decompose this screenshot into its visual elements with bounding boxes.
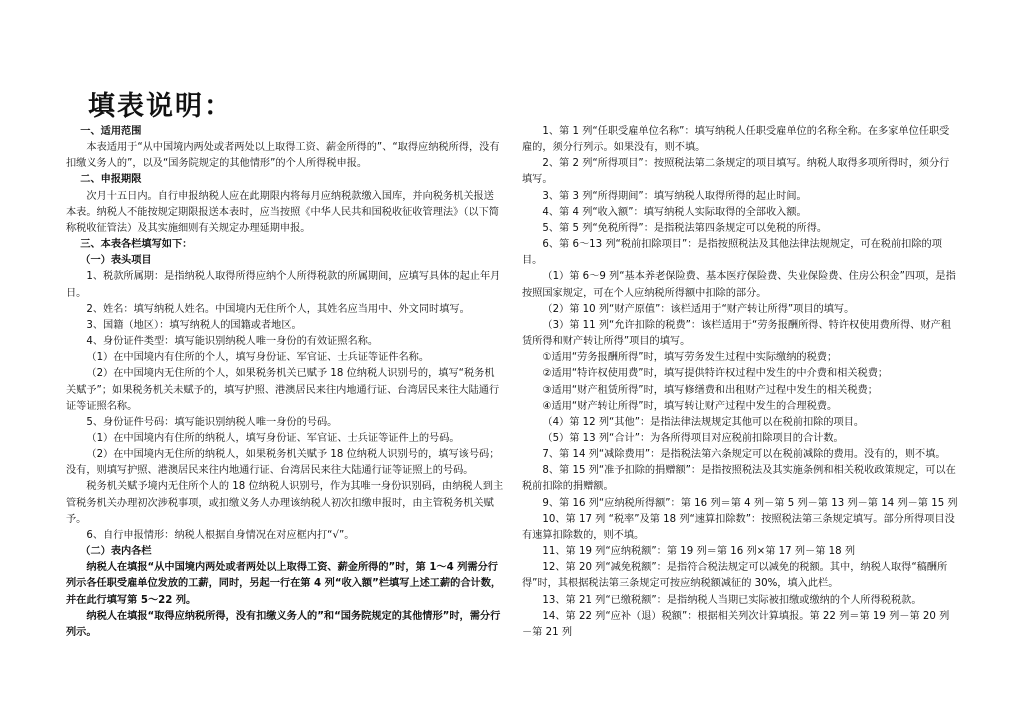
right-paragraph: 4、第 4 列“收入额”：填写纳税人实际取得的全部收入额。 bbox=[542, 206, 807, 218]
right-paragraph: 8、第 15 列“准予扣除的捐赠额”：是指按照税法及其实施条例和相关税收政策规定，可以在税前扣除的捐赠额。 bbox=[522, 465, 956, 493]
left-column bbox=[66, 124, 504, 641]
right-paragraph: （2）第 10 列“财产原值”：该栏适用于“财产转让所得”项目的填写。 bbox=[542, 303, 855, 315]
right-paragraph: （4）第 12 列“其他”：是指法律法规规定其他可以在税前扣除的项目。 bbox=[542, 416, 865, 428]
left-paragraph: （二）表内各栏 bbox=[80, 546, 152, 558]
right-paragraph: （3）第 11 列“允许扣除的税费”：该栏适用于“劳务报酬所得、特许权使用费所得、财产租赁所得和财产转让所得”项目的填写。 bbox=[522, 319, 951, 348]
right-paragraph: 11、第 19 列“应纳税额”：第 19 列＝第 16 列×第 17 列－第 18 列 bbox=[542, 546, 856, 558]
left-paragraph: （2）在中国境内无住所的个人，如果税务机关已赋予 18 位纳税人识别号的，填写“税务机关赋予”；如果税务机关未赋予的，填写护照、港澳居民来往内地通行证、台湾居民来往大陆通行证等证照名称。 bbox=[66, 368, 500, 412]
right-paragraph: 7、第 14 列“减除费用”：是指税法第六条规定可以在税前减除的费用。没有的，则不填。 bbox=[542, 449, 946, 461]
left-paragraph: 4、身份证件类型：填写能识别纳税人唯一身份的有效证照名称。 bbox=[86, 336, 379, 348]
right-paragraph: 10、第 17 列 “税率”及第 18 列“速算扣除数”：按照税法第三条规定填写。部分所得项目没有速算扣除数的，则不填。 bbox=[522, 513, 955, 541]
right-paragraph: 6、第 6～13 列“税前扣除项目”：是指按照税法及其他法律法规规定，可在税前扣除的项目。 bbox=[522, 239, 942, 267]
left-paragraph: 6、自行申报情形：纳税人根据自身情况在对应框内打“√”。 bbox=[86, 529, 355, 541]
left-paragraph: 三、本表各栏填写如下： bbox=[80, 239, 193, 251]
left-paragraph: 次月十五日内。自行申报纳税人应在此期限内将每月应纳税款缴入国库，并向税务机关报送本表。纳税人不能按规定期限报送本表时，应当按照《中华人民共和国税收征收管理法》（以下简称税收征管法）及其实施细则有关规定办理延期申报。 bbox=[66, 190, 499, 234]
right-column bbox=[522, 124, 958, 641]
left-paragraph: 纳税人在填报“从中国境内两处或者两处以上取得工资、薪金所得的”时，第 1～4 列需分行列示各任职受雇单位发放的工薪，同时，另起一行在第 4 列“收入额”栏填写上述工薪的合计数，并在此行填写第 5～22 列。 bbox=[66, 562, 502, 606]
left-paragraph: （2）在中国境内无住所的纳税人，如果税务机关赋予 18 位纳税人识别号的，填写该号码；没有，则填写护照、港澳居民来往内地通行证、台湾居民来往大陆通行证等证照上的号码。 bbox=[66, 449, 500, 477]
left-paragraph: 税务机关赋予境内无住所个人的 18 位纳税人识别号，作为其唯一身份识别码，由纳税人到主管税务机关办理初次涉税事项，或扣缴义务人办理该纳税人初次扣缴申报时，由主管税务机关赋予。 bbox=[66, 481, 504, 525]
left-paragraph: （1）在中国境内有住所的个人，填写身份证、军官证、士兵证等证件名称。 bbox=[86, 352, 430, 364]
right-paragraph: 13、第 21 列“已缴税额”：是指纳税人当期已实际被扣缴或缴纳的个人所得税税款。 bbox=[542, 594, 922, 606]
right-paragraph: ①适用“劳务报酬所得”时，填写劳务发生过程中实际缴纳的税费； bbox=[542, 352, 838, 364]
left-paragraph: 纳税人在填报“取得应纳税所得，没有扣缴义务人的”和“国务院规定的其他情形”时，需分行列示。 bbox=[66, 610, 501, 638]
left-paragraph: 二、申报期限 bbox=[80, 174, 142, 186]
right-paragraph: 3、第 3 列“所得期间”：填写纳税人取得所得的起止时间。 bbox=[542, 190, 807, 202]
right-paragraph: ②适用“特许权使用费”时，填写提供特许权过程中发生的中介费和相关税费； bbox=[542, 368, 889, 380]
right-paragraph: （5）第 13 列“合计”：为各所得项目对应税前扣除项目的合计数。 bbox=[542, 432, 844, 444]
left-paragraph: 本表适用于“从中国境内两处或者两处以上取得工资、薪金所得的”、“取得应纳税所得，没有扣缴义务人的”，以及“国务院规定的其他情形”的个人所得税申报。 bbox=[66, 142, 500, 170]
left-paragraph: （1）在中国境内有住所的纳税人，填写身份证、军官证、士兵证等证件上的号码。 bbox=[86, 432, 460, 444]
left-paragraph: 3、国籍（地区）：填写纳税人的国籍或者地区。 bbox=[86, 319, 302, 331]
right-paragraph: ④适用“财产转让所得”时，填写转让财产过程中发生的合理税费。 bbox=[542, 400, 838, 412]
left-paragraph: 1、税款所属期：是指纳税人取得所得应纳个人所得税款的所属期间，应填写具体的起止年月日。 bbox=[66, 271, 501, 299]
right-paragraph: 5、第 5 列“免税所得”：是指税法第四条规定可以免税的所得。 bbox=[542, 222, 828, 234]
right-paragraph: （1）第 6～9 列“基本养老保险费、基本医疗保险费、失业保险费、住房公积金”四项，是指按照国家规定，可在个人应纳税所得额中扣除的部分。 bbox=[522, 271, 956, 299]
page-title: 填表说明： bbox=[88, 91, 233, 122]
right-paragraph: 14、第 22 列“应补（退）税额”：根据相关列次计算填报。第 22 列＝第 19 列－第 20 列－第 21 列 bbox=[522, 610, 950, 638]
left-paragraph: 2、姓名：填写纳税人姓名。中国境内无住所个人，其姓名应当用中、外文同时填写。 bbox=[86, 303, 470, 315]
right-paragraph: ③适用“财产租赁所得”时，填写修缮费和出租财产过程中发生的相关税费； bbox=[542, 384, 878, 396]
left-paragraph: 5、身份证件号码：填写能识别纳税人唯一身份的号码。 bbox=[86, 416, 338, 428]
right-paragraph: 9、第 16 列“应纳税所得额”：第 16 列＝第 4 列－第 5 列－第 13 列－第 14 列－第 15 列 bbox=[542, 497, 958, 509]
right-paragraph: 1、第 1 列“任职受雇单位名称”：填写纳税人任职受雇单位的名称全称。在多家单位任职受雇的，须分行列示。如果没有，则不填。 bbox=[522, 126, 950, 154]
right-paragraph: 12、第 20 列“减免税额”：是指符合税法规定可以减免的税额。其中，纳税人取得“稿酬所得”时，其根据税法第三条规定可按应纳税额减征的 30%，填入此栏。 bbox=[522, 562, 948, 590]
left-paragraph: 一、适用范围 bbox=[80, 126, 142, 137]
right-paragraph: 2、第 2 列“所得项目”：按照税法第二条规定的项目填写。纳税人取得多项所得时，须分行填写。 bbox=[522, 158, 950, 186]
left-paragraph: （一）表头项目 bbox=[80, 255, 152, 267]
